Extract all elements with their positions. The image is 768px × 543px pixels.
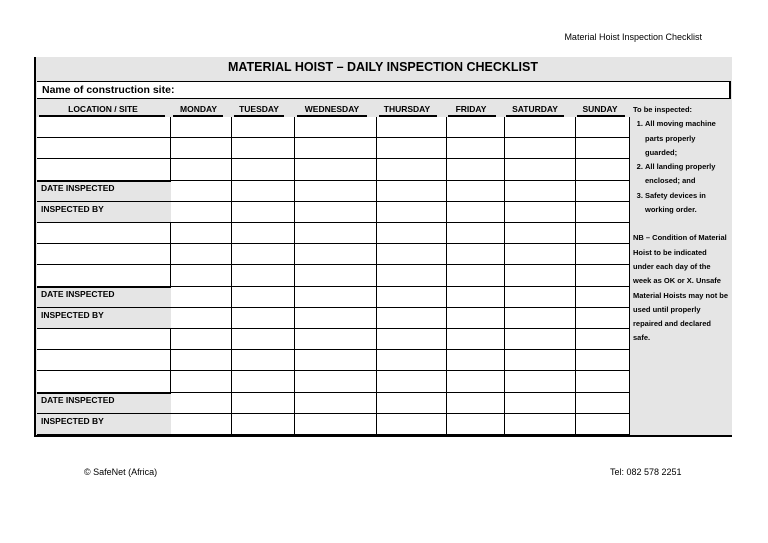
cell-wednesday[interactable]: [295, 329, 377, 350]
cell-sunday[interactable]: [576, 350, 630, 371]
notes-heading: To be inspected:: [633, 105, 693, 114]
cell-sunday[interactable]: [576, 202, 630, 223]
cell-saturday[interactable]: [505, 223, 576, 244]
cell-wednesday[interactable]: [295, 223, 377, 244]
cell-friday[interactable]: [447, 244, 505, 265]
cell-saturday[interactable]: [505, 138, 576, 159]
cell-wednesday[interactable]: [295, 393, 377, 414]
cell-saturday[interactable]: [505, 393, 576, 414]
cell-wednesday[interactable]: [295, 159, 377, 180]
col-header-friday: FRIDAY: [455, 104, 487, 114]
cell-tuesday[interactable]: [232, 414, 295, 435]
date-inspected-label-cell: [37, 287, 171, 308]
section-divider: [37, 286, 171, 288]
cell-wednesday[interactable]: [295, 287, 377, 308]
inspection-notes: [633, 103, 729, 346]
cell-wednesday[interactable]: [295, 371, 377, 392]
cell-thursday[interactable]: [377, 414, 447, 435]
cell-tuesday[interactable]: [232, 138, 295, 159]
cell-tuesday[interactable]: [232, 350, 295, 371]
form-left-border: [34, 57, 36, 437]
cell-location[interactable]: [37, 117, 171, 138]
cell-wednesday[interactable]: [295, 414, 377, 435]
cell-monday[interactable]: [171, 138, 232, 159]
notes-item: 3. Safety devices in working order.: [645, 189, 729, 218]
cell-friday[interactable]: [447, 371, 505, 392]
cell-sunday[interactable]: [576, 308, 630, 329]
cell-location[interactable]: [37, 223, 171, 244]
cell-thursday[interactable]: [377, 308, 447, 329]
cell-tuesday[interactable]: [232, 287, 295, 308]
form-title: MATERIAL HOIST – DAILY INSPECTION CHECKLIST: [228, 60, 538, 74]
cell-location[interactable]: [37, 265, 171, 286]
cell-thursday[interactable]: [377, 117, 447, 138]
cell-location[interactable]: [37, 244, 171, 265]
cell-monday[interactable]: [171, 287, 232, 308]
cell-friday[interactable]: [447, 393, 505, 414]
cell-sunday[interactable]: [576, 159, 630, 180]
cell-saturday[interactable]: [505, 414, 576, 435]
notes-item: 1. All moving machine parts properly guarded;: [645, 117, 729, 160]
cell-friday[interactable]: [447, 329, 505, 350]
cell-saturday[interactable]: [505, 308, 576, 329]
date-inspected-label: DATE INSPECTED: [41, 394, 115, 405]
cell-sunday[interactable]: [576, 244, 630, 265]
cell-saturday[interactable]: [505, 159, 576, 180]
cell-wednesday[interactable]: [295, 181, 377, 202]
cell-sunday[interactable]: [576, 265, 630, 286]
cell-monday[interactable]: [171, 308, 232, 329]
cell-friday[interactable]: [447, 350, 505, 371]
cell-thursday[interactable]: [377, 287, 447, 308]
col-header-monday: MONDAY: [180, 104, 217, 114]
cell-thursday[interactable]: [377, 393, 447, 414]
date-inspected-label: DATE INSPECTED: [41, 182, 115, 193]
cell-monday[interactable]: [171, 117, 232, 138]
cell-friday[interactable]: [447, 414, 505, 435]
cell-saturday[interactable]: [505, 350, 576, 371]
inspected-by-label: INSPECTED BY: [41, 309, 104, 320]
cell-monday[interactable]: [171, 244, 232, 265]
cell-monday[interactable]: [171, 159, 232, 180]
cell-saturday[interactable]: [505, 181, 576, 202]
cell-location[interactable]: [37, 350, 171, 371]
cell-thursday[interactable]: [377, 350, 447, 371]
date-inspected-label-cell: [37, 393, 171, 414]
cell-location[interactable]: [37, 138, 171, 159]
cell-thursday[interactable]: [377, 223, 447, 244]
document-header: Material Hoist Inspection Checklist: [564, 32, 702, 42]
cell-friday[interactable]: [447, 287, 505, 308]
col-header-saturday: SATURDAY: [512, 104, 558, 114]
cell-monday[interactable]: [171, 329, 232, 350]
cell-saturday[interactable]: [505, 265, 576, 286]
cell-tuesday[interactable]: [232, 244, 295, 265]
cell-monday[interactable]: [171, 414, 232, 435]
inspection-grid: [37, 117, 630, 435]
checklist-form: [34, 57, 732, 437]
cell-friday[interactable]: [447, 223, 505, 244]
col-header-thursday: THURSDAY: [383, 104, 431, 114]
cell-thursday[interactable]: [377, 329, 447, 350]
col-header-location: LOCATION / SITE: [68, 104, 138, 114]
date-inspected-label: DATE INSPECTED: [41, 288, 115, 299]
cell-friday[interactable]: [447, 308, 505, 329]
cell-tuesday[interactable]: [232, 117, 295, 138]
col-header-wednesday: WEDNESDAY: [304, 104, 360, 114]
cell-friday[interactable]: [447, 265, 505, 286]
cell-sunday[interactable]: [576, 138, 630, 159]
cell-monday[interactable]: [171, 371, 232, 392]
cell-sunday[interactable]: [576, 393, 630, 414]
site-name-field[interactable]: [37, 81, 731, 99]
site-name-label: Name of construction site:: [42, 84, 175, 96]
section-divider: [37, 180, 171, 182]
cell-tuesday[interactable]: [232, 393, 295, 414]
cell-wednesday[interactable]: [295, 265, 377, 286]
cell-monday[interactable]: [171, 181, 232, 202]
cell-friday[interactable]: [447, 159, 505, 180]
inspected-by-label-cell: [37, 202, 171, 223]
cell-tuesday[interactable]: [232, 159, 295, 180]
cell-tuesday[interactable]: [232, 265, 295, 286]
cell-wednesday[interactable]: [295, 350, 377, 371]
cell-location[interactable]: [37, 329, 171, 350]
cell-saturday[interactable]: [505, 329, 576, 350]
cell-sunday[interactable]: [576, 287, 630, 308]
cell-wednesday[interactable]: [295, 308, 377, 329]
cell-thursday[interactable]: [377, 181, 447, 202]
notes-nb: NB – Condition of Material Hoist to be indicated under each day of the week as OK or X. Unsafe Material Hoists may not be used until properly repaired and declared safe.: [633, 233, 729, 343]
footer-copyright: © SafeNet (Africa): [84, 467, 158, 477]
cell-thursday[interactable]: [377, 202, 447, 223]
cell-friday[interactable]: [447, 138, 505, 159]
cell-friday[interactable]: [447, 117, 505, 138]
cell-thursday[interactable]: [377, 159, 447, 180]
cell-thursday[interactable]: [377, 265, 447, 286]
cell-saturday[interactable]: [505, 371, 576, 392]
cell-monday[interactable]: [171, 350, 232, 371]
cell-tuesday[interactable]: [232, 329, 295, 350]
cell-sunday[interactable]: [576, 414, 630, 435]
cell-saturday[interactable]: [505, 117, 576, 138]
inspected-by-label: INSPECTED BY: [41, 203, 104, 214]
form-bottom-border: [34, 435, 732, 437]
cell-tuesday[interactable]: [232, 202, 295, 223]
cell-wednesday[interactable]: [295, 202, 377, 223]
cell-friday[interactable]: [447, 202, 505, 223]
cell-location[interactable]: [37, 371, 171, 392]
date-inspected-label-cell: [37, 181, 171, 202]
inspected-by-label-cell: [37, 308, 171, 329]
cell-location[interactable]: [37, 159, 171, 180]
footer-phone: Tel: 082 578 2251: [610, 467, 682, 477]
cell-monday[interactable]: [171, 265, 232, 286]
cell-wednesday[interactable]: [295, 244, 377, 265]
cell-tuesday[interactable]: [232, 181, 295, 202]
cell-thursday[interactable]: [377, 371, 447, 392]
cell-tuesday[interactable]: [232, 371, 295, 392]
cell-wednesday[interactable]: [295, 138, 377, 159]
cell-saturday[interactable]: [505, 244, 576, 265]
cell-tuesday[interactable]: [232, 308, 295, 329]
col-header-sunday: SUNDAY: [582, 104, 618, 114]
notes-item: 2. All landing properly enclosed; and: [645, 160, 729, 189]
cell-monday[interactable]: [171, 393, 232, 414]
cell-wednesday[interactable]: [295, 117, 377, 138]
inspected-by-label-cell: [37, 414, 171, 435]
cell-sunday[interactable]: [576, 223, 630, 244]
cell-saturday[interactable]: [505, 202, 576, 223]
cell-sunday[interactable]: [576, 181, 630, 202]
section-divider: [37, 392, 171, 394]
cell-saturday[interactable]: [505, 287, 576, 308]
cell-thursday[interactable]: [377, 244, 447, 265]
cell-sunday[interactable]: [576, 117, 630, 138]
cell-monday[interactable]: [171, 223, 232, 244]
cell-sunday[interactable]: [576, 329, 630, 350]
cell-sunday[interactable]: [576, 371, 630, 392]
col-header-tuesday: TUESDAY: [239, 104, 279, 114]
inspected-by-label: INSPECTED BY: [41, 415, 104, 426]
cell-thursday[interactable]: [377, 138, 447, 159]
notes-list: [633, 117, 729, 217]
cell-monday[interactable]: [171, 202, 232, 223]
cell-friday[interactable]: [447, 181, 505, 202]
cell-tuesday[interactable]: [232, 223, 295, 244]
